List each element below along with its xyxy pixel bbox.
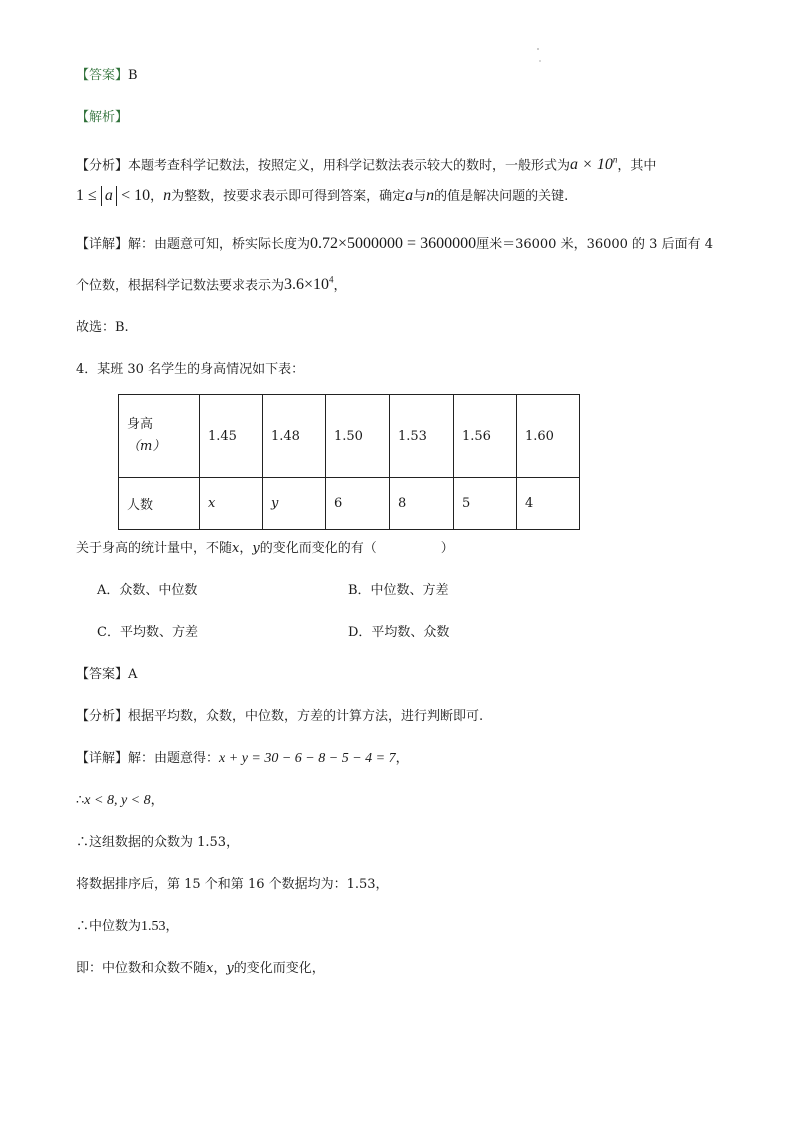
answer-tag: 【答案】 xyxy=(76,667,129,682)
scan-speck xyxy=(539,60,541,62)
formula-exponent: n xyxy=(612,155,618,165)
detail-text-2: 个位数，根据科学记数法要求表示为 xyxy=(76,278,285,294)
therefore-symbol: ∴ xyxy=(76,919,90,934)
analysis-text: 本题考查科学记数法，按照定义，用科学记数法表示较大的数时，一般形式为 xyxy=(128,158,571,174)
step-line-5 xyxy=(76,959,325,979)
detail-end: ， xyxy=(333,278,347,294)
table-cell: x xyxy=(200,478,263,530)
var-y: y xyxy=(226,961,234,976)
table-header-height xyxy=(119,395,200,478)
analysis-text-end: ，其中 xyxy=(617,158,657,174)
analysis-line-1 xyxy=(76,150,656,176)
scan-speck xyxy=(537,48,539,50)
question-4-stem: 4．某班 30 名学生的身高情况如下表： xyxy=(76,362,305,377)
var-y: y xyxy=(252,541,260,556)
formula-inequality: x < 8, y < 8 xyxy=(84,793,151,808)
question-4-prompt xyxy=(76,539,454,559)
var-a: a xyxy=(405,187,414,204)
detail-tag: 【详解】 xyxy=(76,751,129,766)
step-line-3: 将数据排序后，第 15 个和第 16 个数据均为：1.53， xyxy=(76,877,389,892)
detail-line-2 xyxy=(76,270,347,296)
formula-lower-bound: 1 ≤ xyxy=(76,187,97,204)
prompt-text: 关于身高的统计量中，不随 xyxy=(76,541,233,556)
detail-line-3 xyxy=(76,749,409,769)
option-d[interactable]: D．平均数、众数 xyxy=(348,625,450,640)
answer-tag: 【答案】 xyxy=(76,68,129,83)
answer-line-2 xyxy=(76,665,137,685)
table-cell: 1.56 xyxy=(454,395,517,478)
formula-sum: x + y = 30 − 6 − 8 − 5 − 4 = 7 xyxy=(219,751,396,766)
formula-abs-a: a xyxy=(101,186,117,206)
var-x: x xyxy=(232,541,240,556)
header-height-label: 身高 xyxy=(127,417,154,432)
answer-line-1 xyxy=(76,66,138,86)
table-cell: 1.60 xyxy=(517,395,580,478)
answer-value: A xyxy=(128,667,138,682)
prompt-comma: ， xyxy=(239,541,253,556)
table-row-heights xyxy=(119,395,580,478)
formula-bridge-length: 0.72×5000000 = 3600000 xyxy=(310,235,477,252)
table-cell: 1.50 xyxy=(326,395,390,478)
detail-text: 解：由题意可知，桥实际长度为 xyxy=(128,237,311,252)
formula-upper-bound: < 10 xyxy=(121,187,151,204)
detail-text-rest: 厘米＝36000 米，36000 的 3 后面有 4 xyxy=(476,237,713,252)
analysis-line-3 xyxy=(76,707,483,727)
option-a[interactable]: A．众数、中位数 xyxy=(97,583,198,598)
prompt-close: ） xyxy=(440,541,454,556)
analysis-tag: 【分析】 xyxy=(76,158,129,174)
formula-result: 3.6×10 xyxy=(284,276,330,294)
detail-line-1 xyxy=(76,234,713,255)
step-text: 中位数为 xyxy=(89,919,142,934)
table-row-counts xyxy=(119,478,580,530)
step-end: ， xyxy=(165,919,179,934)
table-cell: 5 xyxy=(454,478,517,530)
analysis-line-2: 1 ≤ a < 10，n为整数，按要求表示即可得到答案，确定a与n的值是解决问题的关键. xyxy=(76,187,569,204)
step-text: 即：中位数和众数不随 xyxy=(76,961,207,976)
analysis-text: 根据平均数，众数，中位数，方差的计算方法，进行判断即可. xyxy=(128,709,484,724)
answer-value: B xyxy=(128,68,138,83)
table-header-count: 人数 xyxy=(119,478,200,530)
detail-tag: 【详解】 xyxy=(76,237,129,252)
step-end: ， xyxy=(150,793,164,808)
option-b[interactable]: B．中位数、方差 xyxy=(348,583,449,598)
formula-median: 1.53 xyxy=(141,919,166,934)
var-n: n xyxy=(163,187,172,204)
table-cell: 1.53 xyxy=(390,395,454,478)
height-table xyxy=(118,394,580,530)
step-text-2: 的变化而变化， xyxy=(233,961,325,976)
therefore-symbol: ∴ xyxy=(76,793,85,808)
table-cell: 6 xyxy=(326,478,390,530)
header-height-unit: （m） xyxy=(127,439,166,454)
table-cell: y xyxy=(263,478,326,530)
table-cell: 8 xyxy=(390,478,454,530)
var-x: x xyxy=(206,961,214,976)
detail-text: 解：由题意得： xyxy=(128,751,220,766)
step-line-1 xyxy=(76,791,164,811)
detail-end: ， xyxy=(395,751,409,766)
analysis-text-tail: 的值是解决问题的关键. xyxy=(434,189,569,204)
text-and: 与 xyxy=(413,189,427,204)
step-line-2: ∴这组数据的众数为 1.53， xyxy=(76,835,240,850)
table-cell: 1.48 xyxy=(263,395,326,478)
choice-line-1: 故选：B. xyxy=(76,320,129,335)
formula-result-exponent: 4 xyxy=(329,275,334,285)
prompt-text-2: 的变化而变化的有（ xyxy=(259,541,377,556)
jiexi-heading: 【解析】 xyxy=(76,110,129,125)
analysis-tag: 【分析】 xyxy=(76,709,129,724)
option-c[interactable]: C．平均数、方差 xyxy=(97,625,198,640)
step-comma: ， xyxy=(213,961,227,976)
var-n2: n xyxy=(426,187,435,204)
table-cell: 1.45 xyxy=(200,395,263,478)
analysis-text-2: 为整数，按要求表示即可得到答案，确定 xyxy=(171,189,406,204)
step-line-4 xyxy=(76,917,179,937)
formula-sci-notation: a × 10 xyxy=(570,156,613,174)
table-cell: 4 xyxy=(517,478,580,530)
